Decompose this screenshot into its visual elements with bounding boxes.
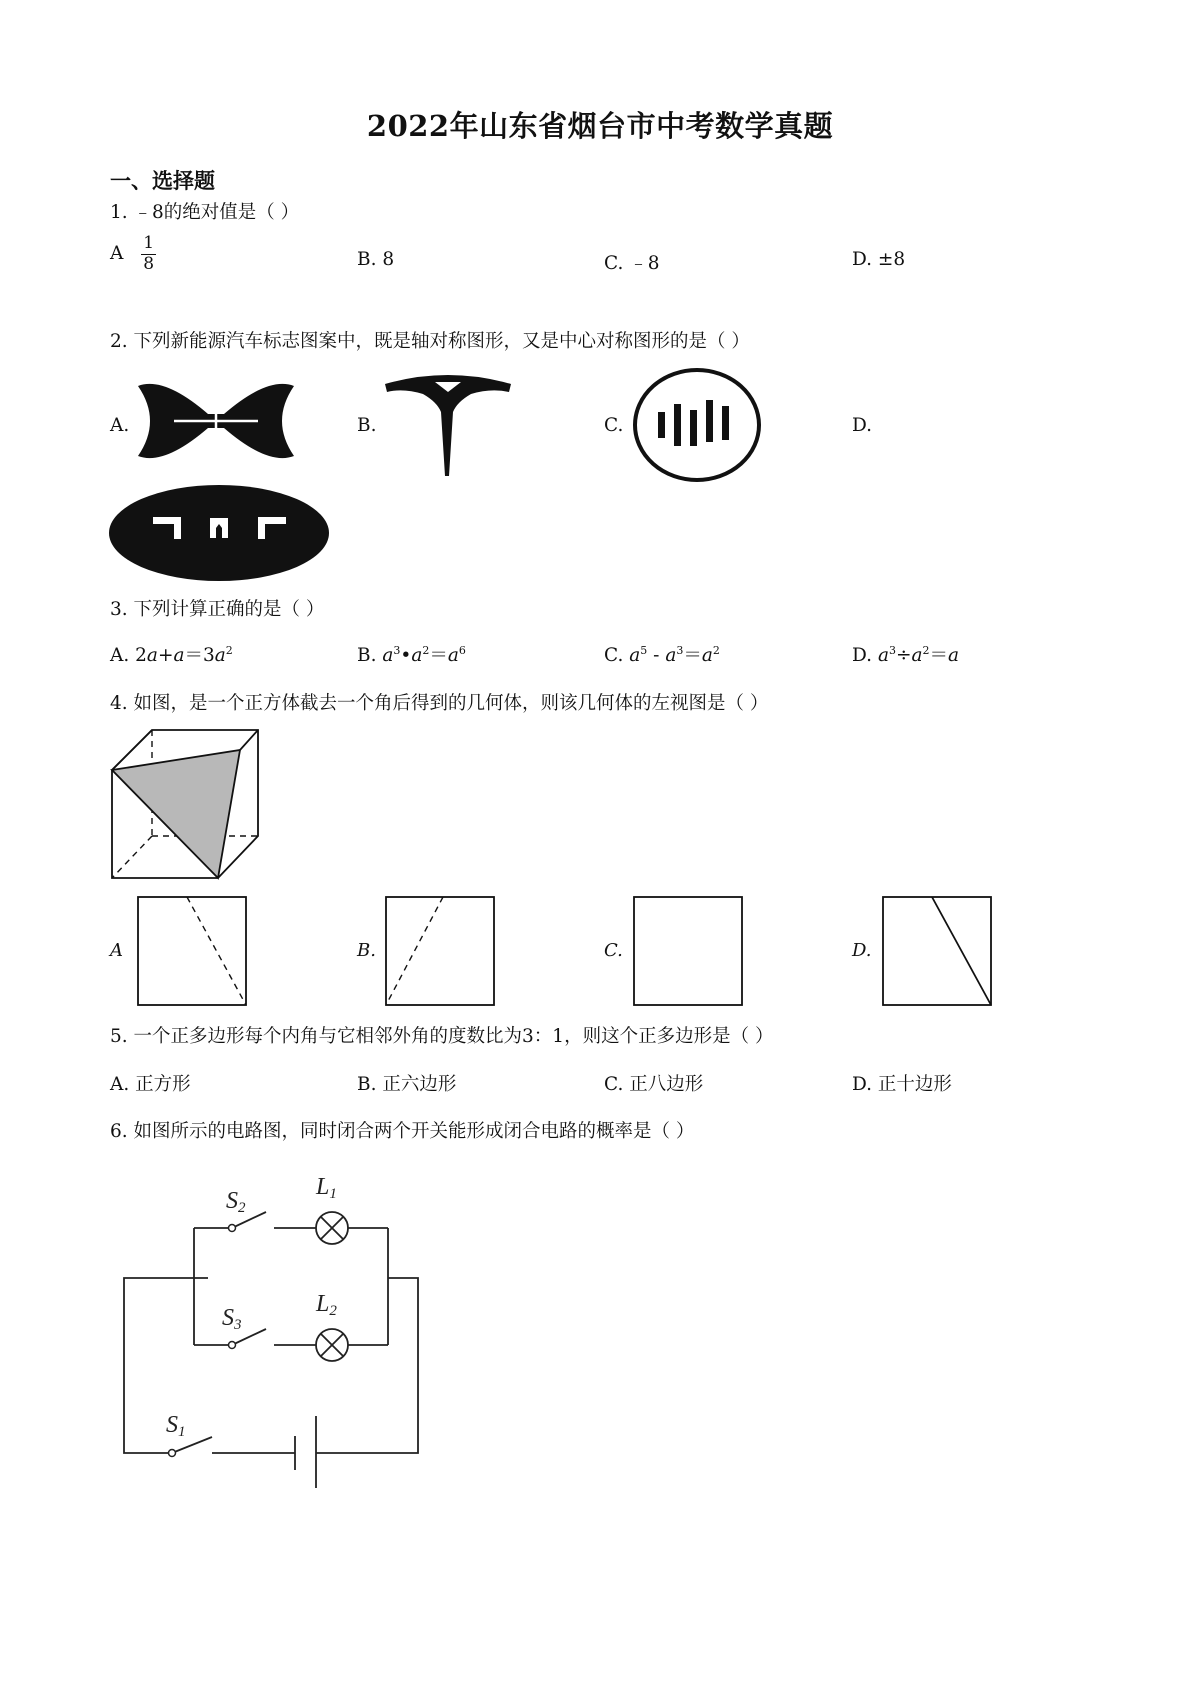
logo-d-black-oval [108,484,330,582]
q4-label-b: B. [357,940,376,961]
q1-option-a-label: A [110,243,124,265]
q3-a-label: A. [110,645,136,666]
q4-label-c: C. [604,940,623,961]
q5-option-a: A. 正方形 [110,1074,191,1095]
q3-option-b: B. $a^3•a^2=a^6$ [357,643,466,666]
circuit-diagram [110,1168,430,1488]
q1-option-a [110,234,156,274]
q3-d-label: D. [852,645,878,666]
q2-label-a: A. [110,415,130,436]
logo-b-t-shape [383,372,513,478]
q2-label-d: D. [852,415,873,436]
q3-option-d: D. $a^3\div a^2=a$ [852,643,960,666]
q1-option-d: D. ±8 [852,249,906,270]
question-5-stem: 5. 一个正多边形每个内角与它相邻外角的度数比为3：1，则这个正多边形是（ ） [110,1026,774,1047]
q3-option-c: C. $a^5 - a^3=a^2$ [604,643,720,666]
q3-c-label: C. [604,645,630,666]
logo-c-oval-bars [632,366,762,484]
q2-label-c: C. [604,415,624,436]
label-s2: S2 [226,1188,246,1216]
q5-option-d: D. 正十边形 [852,1074,952,1095]
fraction-one-eighth [141,234,156,274]
q3-option-a: A. $2a+a=3a^2$ [110,643,233,666]
q3-b-label: B. [357,645,383,666]
label-l2: L2 [316,1291,337,1319]
question-1-stem: 1. ﹣8的绝对值是（ ） [110,202,300,223]
logo-a-x-shape [134,380,298,462]
question-3-stem: 3. 下列计算正确的是（ ） [110,599,325,620]
cube-cut-corner-figure [108,724,264,882]
label-s3: S3 [222,1305,242,1333]
q4-label-d: D. [852,940,872,961]
label-s1: S1 [166,1412,186,1440]
section-heading: 一、选择题 [110,168,215,193]
view-option-a [137,896,247,1006]
q5-option-c: C. 正八边形 [604,1074,704,1095]
view-option-d [882,896,992,1006]
q1-option-b: B. 8 [357,249,395,270]
page-title: 2022年山东省烟台市中考数学真题 [366,109,834,143]
question-4-stem: 4. 如图，是一个正方体截去一个角后得到的几何体，则该几何体的左视图是（ ） [110,693,769,714]
view-option-b [385,896,495,1006]
q2-label-b: B. [357,415,377,436]
q4-label-a: A [110,940,123,961]
fraction-numerator: 1 [143,233,155,253]
label-l1: L1 [316,1174,337,1202]
question-2-stem: 2. 下列新能源汽车标志图案中，既是轴对称图形，又是中心对称图形的是（ ） [110,331,750,352]
q5-option-b: B. 正六边形 [357,1074,457,1095]
question-6-stem: 6. 如图所示的电路图，同时闭合两个开关能形成闭合电路的概率是（ ） [110,1121,695,1142]
q1-option-c: C. ﹣8 [604,253,660,274]
fraction-denominator: 8 [143,253,155,274]
view-option-c [633,896,743,1006]
